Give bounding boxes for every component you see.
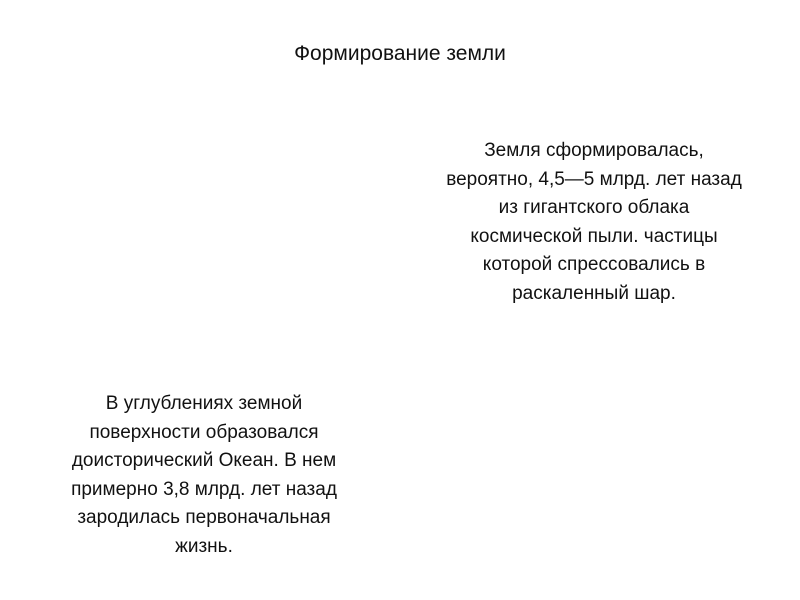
text-line: космической пыли. частицы: [470, 225, 718, 247]
text-line: примерно 3,8 млрд. лет назад: [71, 478, 337, 500]
text-line: доисторический Океан. В нем: [71, 450, 337, 471]
text-line: В углублениях земной: [105, 393, 303, 414]
text-line: Земля сформировалась,: [484, 140, 704, 161]
text-line: жизнь.: [175, 535, 233, 557]
text-line: зародилась первоначальная: [77, 507, 331, 528]
text-line: вероятно, 4,5—5 млрд. лет назад: [446, 168, 742, 190]
slide-title: Формирование земли: [294, 42, 506, 65]
earth-formation-text: [404, 137, 784, 308]
text-line: поверхности образовался: [89, 421, 319, 443]
text-line: раскаленный шар.: [512, 282, 676, 304]
ocean-life-text: [24, 390, 384, 561]
text-line: которой спрессовались в: [482, 254, 706, 275]
text-line: из гигантского облака: [498, 197, 690, 218]
